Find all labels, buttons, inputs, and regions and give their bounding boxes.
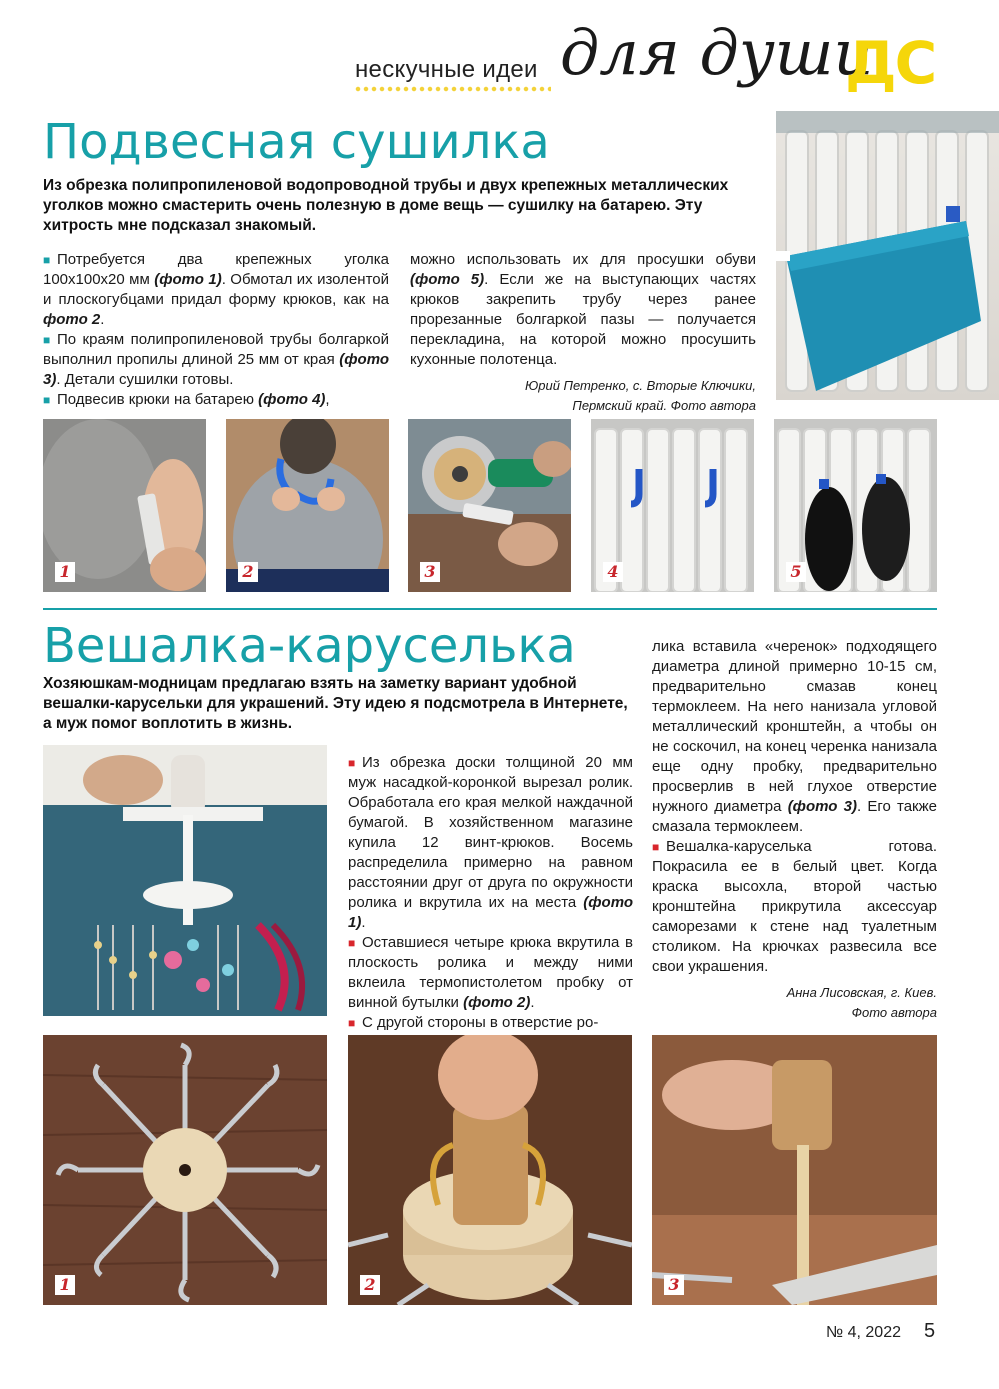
issue-number: № 4, 2022 <box>826 1324 901 1341</box>
article1-column-1: ■ Потребуется два крепежных уголка 100х100х20 мм (фото 1). Обмотал их изолентой и плоскогубцами придал форму крюков, как на фото 2. ■ По краям полипропиленовой трубы болгаркой выполнил пропилы длиной 25 мм от края (фото 3). Детали сушилки готовы. ■ Подвесив крюки на батарею (фото 4), <box>43 251 389 408</box>
photo-2-bent-hooks <box>226 419 389 592</box>
photo-number: 3 <box>420 562 440 582</box>
article2-column-1: ■ Из обрезка доски толщиной 20 мм муж насадкой-коронкой вырезал ролик. Обработала его края мелкой наждачной бумагой. В хозяйственном магазине купила 12 винт-крюков. Восемь распределила примерно на равном расстоянии друг от друга по окружности ролика и вкрутила их на места (фото 1). ■ Оставшиеся четыре крюка вкрутила в плоскость ролика и между ними вклеила термопистолетом пробку от винной бутылки (фото 2). ■ С другой стороны в отверстие ро- <box>348 754 633 1031</box>
bullet-square-icon: ■ <box>43 253 51 267</box>
photo-3-grinder-cutting <box>408 419 571 592</box>
photo-number: 1 <box>55 1275 75 1295</box>
photo-number: 4 <box>603 562 623 582</box>
photo-towel-dryer <box>776 111 999 400</box>
rubric-title: для души <box>560 16 874 89</box>
photo-jewelry-carousel <box>43 745 327 1016</box>
rubric-subtitle: нескучные идеи <box>355 56 538 83</box>
bullet-square-icon: ■ <box>348 756 356 770</box>
photo-4-hooks-on-radiator <box>591 419 754 592</box>
bullet-square-icon: ■ <box>348 1016 356 1030</box>
photo-number: 1 <box>55 562 75 582</box>
article1-lead: Из обрезка полипропиленовой водопроводной трубы и двух крепежных металлических уголков можно смастерить очень полезную в доме вещь — сушилку на батарею. Эту хитрость мне подсказал знакомый. <box>43 177 729 234</box>
article1-signature: Юрий Петренко, с. Вторые Ключики, Пермский край. Фото автора <box>524 378 756 413</box>
photo-2-cork-glued <box>348 1035 632 1305</box>
page-number: 5 <box>924 1320 936 1342</box>
photo-number: 5 <box>786 562 806 582</box>
section-divider <box>43 608 937 610</box>
article2-signature: Анна Лисовская, г. Киев. Фото автора <box>786 985 937 1020</box>
bullet-square-icon: ■ <box>652 840 660 854</box>
photo-3-cork-on-stick <box>652 1035 937 1305</box>
photo-5-shoes-drying <box>774 419 937 592</box>
bullet-square-icon: ■ <box>43 393 51 407</box>
article2-lead: Хозяюшкам-модницам предлагаю взять на заметку вариант удобной вешалки-карусельки для украшений. Эту идею я подсмотрела в Интернете, а муж помог воплотить в жизнь. <box>43 675 628 732</box>
photo-number: 2 <box>238 562 258 582</box>
bullet-square-icon: ■ <box>43 333 51 347</box>
photo-1-corner-bracket <box>43 419 206 592</box>
rubric-underline <box>355 86 551 92</box>
article1-column-2: можно использовать их для просушки обуви (фото 5). Если же на выступающих частях крюков закрепить трубу через ранее прорезанные болгаркой пазы — получается перекладина, на которой можно просушить кухонные полотенца. Юрий Петренко, с. Вторые Ключики, Пермский край. Фото автора <box>410 250 756 416</box>
bullet-square-icon: ■ <box>348 936 356 950</box>
article2-column-2: лика вставила «черенок» подходящего диаметра длиной примерно 10-15 см, предварительно смазав конец термоклеем. На него нанизала угловой металлический кронштейн, а чтобы он не соскочил, на конец черенка нанизала еще одну пробку, предварительно просверлив в ней глухое отверстие нужного диаметра (фото 3). Его также смазала термоклеем. ■ Вешалка-каруселька готова. Покрасила ее в белый цвет. Когда краска высохла, второй частью кронштейна прикрутила аксессуар саморезами к стене над туалетным столиком. На крючках развесила все свои украшения. Анна Лисовская, г. Киев. Фото автора <box>652 637 937 1023</box>
article2-title: Вешалка-каруселька <box>43 618 576 674</box>
magazine-logo: ДС <box>845 29 936 97</box>
article1-title: Подвесная сушилка <box>43 114 550 170</box>
photo-number: 2 <box>360 1275 380 1295</box>
photo-number: 3 <box>664 1275 684 1295</box>
photo-1-wooden-disc-hooks <box>43 1035 327 1305</box>
